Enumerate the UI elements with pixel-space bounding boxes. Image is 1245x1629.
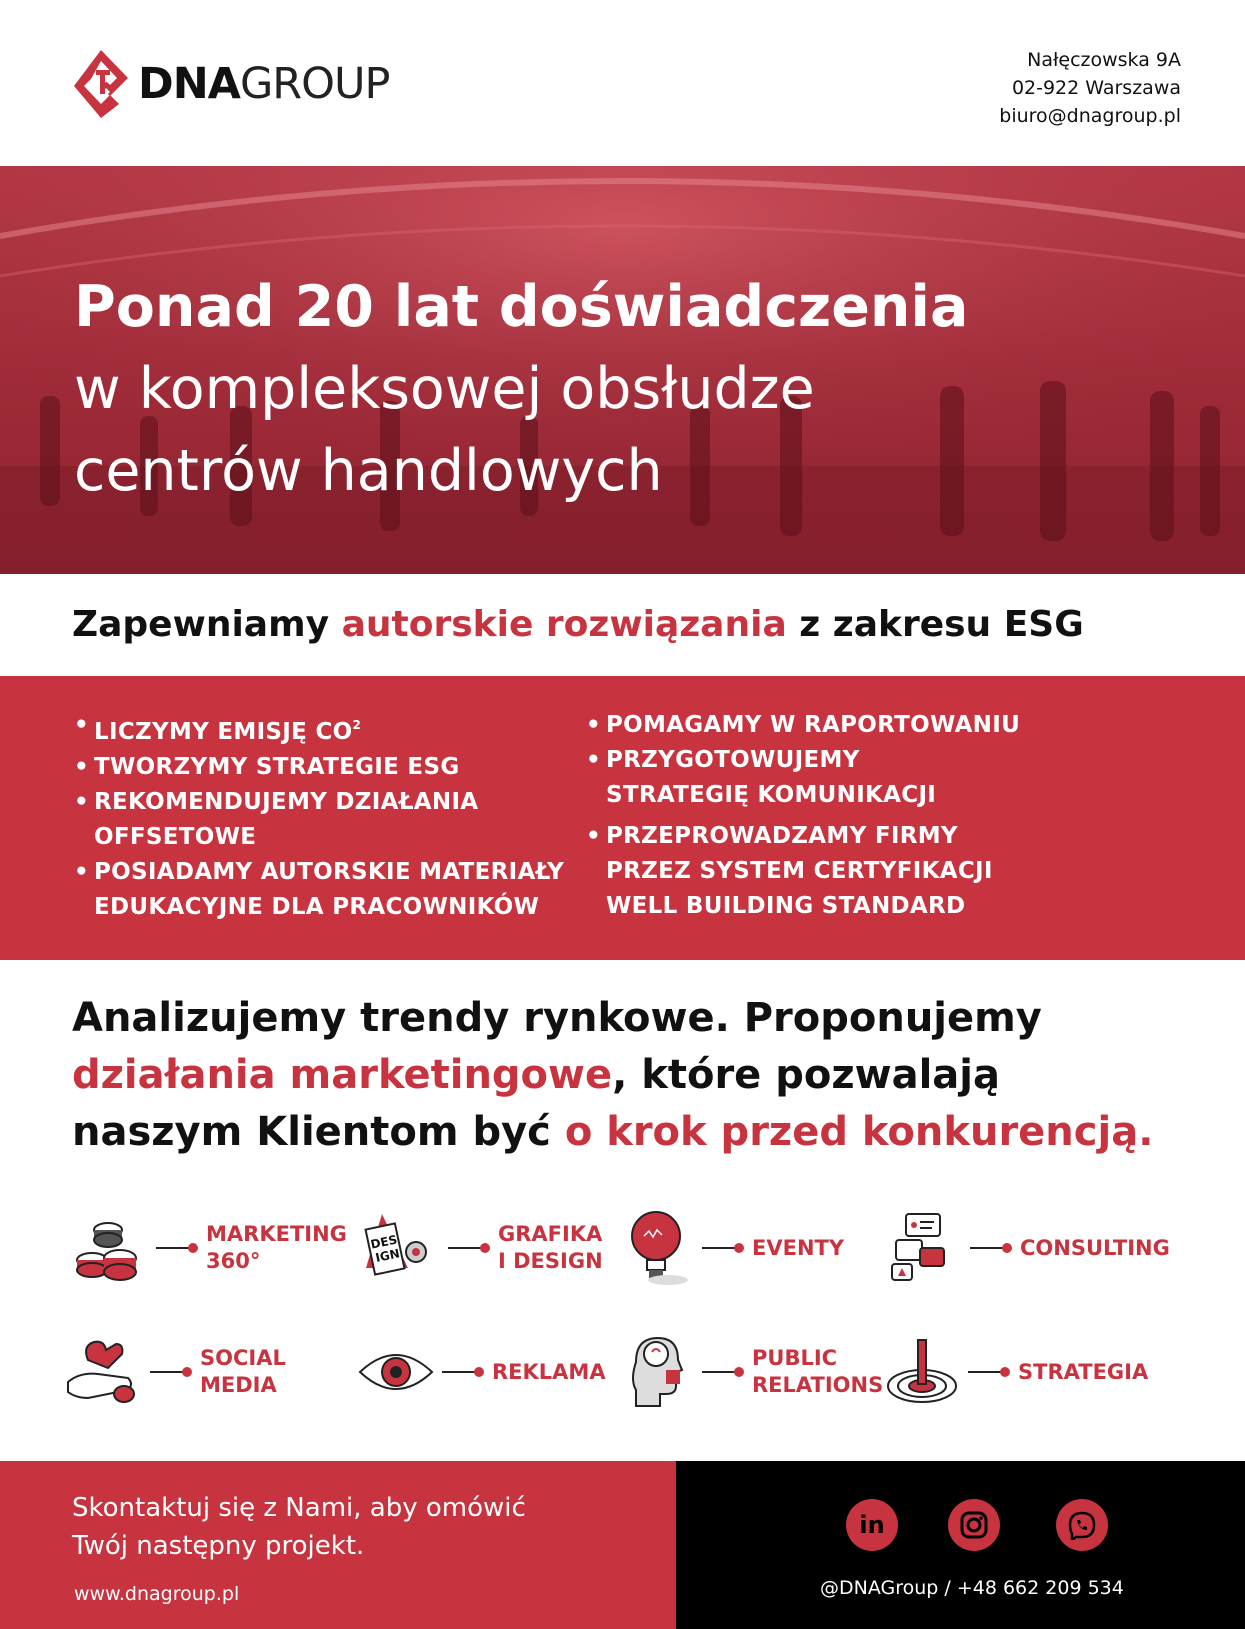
instagram-icon[interactable] (948, 1499, 1000, 1551)
service-advertising (356, 1332, 606, 1412)
service-public-relations (616, 1332, 883, 1412)
service-label: GRAFIKA I DESIGN (498, 1222, 603, 1273)
service-label: SOCIAL MEDIA (200, 1346, 286, 1397)
hero-line-1: Ponad 20 lat doświadczenia (74, 274, 969, 340)
address-street: Nałęczowska 9A (1027, 49, 1181, 71)
service-strategy (882, 1332, 1148, 1412)
list-item: • REKOMENDUJEMY DZIAŁANIA OFFSETOWE (74, 789, 479, 850)
linkedin-icon[interactable]: in (846, 1499, 898, 1551)
service-events (616, 1208, 844, 1288)
target-icon (882, 1332, 962, 1412)
connector-line (150, 1371, 186, 1373)
eye-icon (356, 1332, 436, 1412)
footer-cta (0, 1461, 676, 1629)
phone-glyph (1067, 1510, 1097, 1540)
svg-text:DES: DES (369, 1232, 399, 1252)
viber-phone-icon[interactable] (1056, 1499, 1108, 1551)
connector-line (702, 1371, 738, 1373)
list-item: • TWORZYMY STRATEGIE ESG (74, 754, 460, 780)
service-label: MARKETING 360° (206, 1222, 347, 1273)
list-item: • POMAGAMY W RAPORTOWANIU (586, 712, 1021, 738)
hero-title (74, 266, 968, 512)
instagram-glyph (959, 1510, 989, 1540)
service-label: STRATEGIA (1018, 1359, 1149, 1384)
connector-line (702, 1247, 738, 1249)
list-item: • LICZYMY EMISJĘ $CO^2$ (74, 712, 362, 745)
service-label: CONSULTING (1020, 1235, 1170, 1260)
service-label: PUBLIC RELATIONS (752, 1346, 884, 1397)
contact-address (999, 46, 1181, 130)
service-label: REKLAMA (492, 1359, 606, 1384)
esg-list-right (586, 708, 1186, 924)
address-city: 02-922 Warszawa (1011, 77, 1181, 99)
esg-heading: Zapewniamy autorskie rozwiązania z zakresu ESG (72, 604, 1084, 645)
cta-text: Skontaktuj się z Nami, aby omówić Twój następny projekt. (72, 1493, 526, 1561)
connector-line (968, 1371, 1004, 1373)
esg-services-box (0, 676, 1245, 960)
website-link[interactable]: www.dnagroup.pl (74, 1583, 240, 1605)
connector-line (448, 1247, 484, 1249)
lightbulb-icon (616, 1208, 696, 1288)
trends-heading: Analizujemy trendy rynkowe. Proponujemy działania marketingowe, które pozwalają naszym Klientom być o krok przed konkurencją. (72, 995, 1154, 1155)
marketing-icon (70, 1208, 150, 1288)
connector-line (970, 1247, 1006, 1249)
brand-logo (70, 48, 389, 120)
hero-line-3: centrów handlowych (74, 438, 663, 504)
connector-line (156, 1247, 192, 1249)
address-email[interactable]: biuro@dnagroup.pl (999, 105, 1181, 127)
service-social-media (64, 1332, 286, 1412)
design-icon (362, 1208, 442, 1288)
consulting-icon (884, 1208, 964, 1288)
list-item: • PRZEPROWADZAMY FIRMY PRZEZ SYSTEM CERTYFIKACJI WELL BUILDING STANDARD (586, 823, 993, 919)
service-marketing (70, 1208, 347, 1288)
like-hand-icon (64, 1332, 144, 1412)
hero-line-2: w kompleksowej obsłudze (74, 356, 815, 422)
service-label: EVENTY (752, 1235, 845, 1260)
list-item: • POSIADAMY AUTORSKIE MATERIAŁY EDUKACYJNE DLA PRACOWNIKÓW (74, 859, 565, 920)
brand-name: DNAGROUP (138, 58, 390, 109)
service-design (362, 1208, 603, 1288)
esg-list-left (74, 708, 574, 925)
hero-banner (0, 166, 1245, 574)
dna-logo-icon (70, 48, 132, 120)
head-icon (616, 1332, 696, 1412)
footer-social (676, 1461, 1245, 1629)
list-item: • PRZYGOTOWUJEMY STRATEGIĘ KOMUNIKACJI (586, 747, 937, 808)
service-consulting (884, 1208, 1170, 1288)
svg-text:IGN: IGN (374, 1246, 401, 1265)
connector-line (442, 1371, 478, 1373)
social-handle-phone: @DNAGroup / +48 662 209 534 (820, 1577, 1124, 1599)
